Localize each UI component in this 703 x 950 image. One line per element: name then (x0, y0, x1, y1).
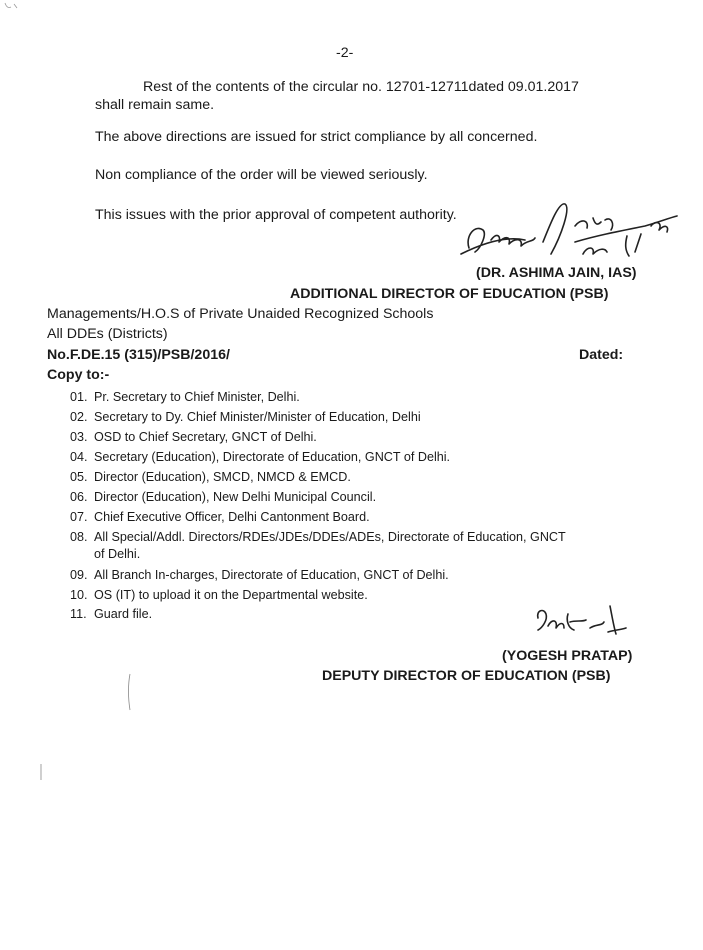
list-item-number: 07. (70, 510, 88, 524)
list-item (70, 449, 450, 465)
list-item (70, 529, 566, 545)
signatory-1-name: (DR. ASHIMA JAIN, IAS) (476, 265, 637, 281)
list-item-text: Pr. Secretary to Chief Minister, Delhi. (94, 390, 300, 404)
list-item-text: Secretary to Dy. Chief Minister/Minister of Education, Delhi (94, 410, 421, 424)
list-item-number: 11. (70, 607, 87, 621)
page-number: -2- (336, 45, 354, 61)
scan-artifact (38, 762, 44, 782)
list-item-number: 02. (70, 410, 88, 424)
list-item-number: 01. (70, 390, 88, 404)
paragraph-3: Non compliance of the order will be viewed seriously. (95, 167, 428, 183)
list-item-continuation: of Delhi. (94, 547, 141, 561)
list-item (70, 389, 300, 405)
list-item-text: Director (Education), New Delhi Municipal Council. (94, 490, 377, 504)
list-item-text: Guard file. (94, 607, 153, 621)
copy-to-heading: Copy to:- (47, 367, 110, 383)
list-item-text: All Special/Addl. Directors/RDEs/JDEs/DDEs/ADEs, Directorate of Education, GNCT (94, 530, 566, 544)
signatory-1-designation: ADDITIONAL DIRECTOR OF EDUCATION (PSB) (290, 286, 609, 302)
list-item-text: OS (IT) to upload it on the Departmental website. (94, 588, 368, 602)
list-item (70, 409, 421, 425)
recipients-line-1: Managements/H.O.S of Private Unaided Recognized Schools (47, 306, 434, 322)
signature-yogesh-pratap (530, 600, 630, 650)
signatory-2-name: (YOGESH PRATAP) (502, 648, 633, 664)
paragraph-1-line-2: shall remain same. (95, 97, 215, 113)
dated-label: Dated: (579, 347, 624, 363)
list-item-number: 08. (70, 530, 88, 544)
list-item-text: All Branch In-charges, Directorate of Education, GNCT of Delhi. (94, 568, 449, 582)
list-item-number: 04. (70, 450, 88, 464)
list-item (70, 509, 370, 525)
list-item (70, 567, 449, 583)
list-item-text: Director (Education), SMCD, NMCD & EMCD. (94, 470, 351, 484)
list-item-number: 10. (70, 588, 88, 602)
signature-ashima-jain (455, 196, 690, 266)
list-item (70, 606, 152, 622)
list-item (70, 469, 351, 485)
reference-number: No.F.DE.15 (315)/PSB/2016/ (47, 347, 230, 363)
list-item (70, 587, 368, 603)
list-item-number: 06. (70, 490, 88, 504)
list-item-number: 03. (70, 430, 88, 444)
paragraph-4: This issues with the prior approval of competent authority. (95, 207, 457, 223)
paragraph-2: The above directions are issued for strict compliance by all concerned. (95, 129, 538, 145)
list-item-number: 09. (70, 568, 88, 582)
scan-artifact (126, 672, 132, 712)
signatory-2-designation: DEPUTY DIRECTOR OF EDUCATION (PSB) (322, 668, 611, 684)
list-item-text: Secretary (Education), Directorate of Education, GNCT of Delhi. (94, 450, 451, 464)
recipients-line-2: All DDEs (Districts) (47, 326, 168, 342)
scan-corner-mark (4, 2, 18, 10)
list-item-number: 05. (70, 470, 88, 484)
list-item-text: Chief Executive Officer, Delhi Cantonment Board. (94, 510, 370, 524)
list-item (70, 489, 376, 505)
paragraph-1-line-1: Rest of the contents of the circular no. 12701-12711dated 09.01.2017 (143, 79, 579, 95)
list-item-text: OSD to Chief Secretary, GNCT of Delhi. (94, 430, 317, 444)
list-item (70, 429, 317, 445)
